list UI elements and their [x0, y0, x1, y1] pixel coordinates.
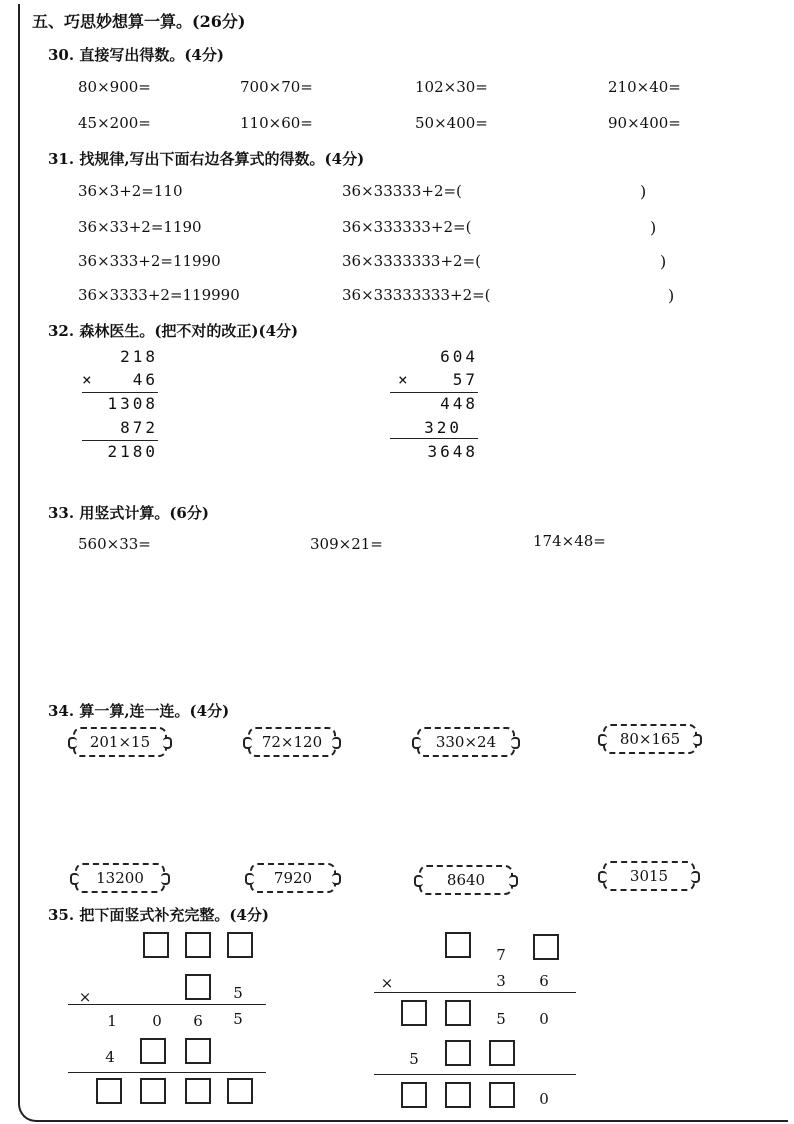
digit-box[interactable] — [185, 932, 211, 958]
digit-box[interactable] — [445, 1040, 471, 1066]
digit: 6 — [193, 1012, 203, 1030]
times-sign: × — [82, 370, 95, 389]
q33-item: 174×48= — [533, 532, 606, 550]
digit: 6 — [539, 972, 549, 990]
rule-line — [390, 438, 478, 439]
q35-title: 35. 把下面竖式补充完整。(4分) — [48, 906, 269, 924]
partial-product: 448 — [440, 394, 478, 413]
digit-box[interactable] — [533, 934, 559, 960]
digit-box[interactable] — [401, 1082, 427, 1108]
digit: 5 — [233, 984, 243, 1002]
q30-item: 45×200= — [78, 114, 151, 132]
q33-title: 33. 用竖式计算。(6分) — [48, 504, 209, 522]
q30-item: 90×400= — [608, 114, 681, 132]
q31-title: 31. 找规律,写出下面右边各算式的得数。(4分) — [48, 150, 365, 168]
digit: 3 — [496, 972, 506, 990]
digit-box[interactable] — [140, 1038, 166, 1064]
result-card[interactable]: 8640 — [419, 865, 513, 895]
answer-blank-close[interactable]: ) — [650, 218, 657, 237]
q31-right: 36×3333333+2=( — [342, 252, 481, 270]
digit: 5 — [409, 1050, 419, 1068]
section-title: 五、巧思妙想算一算。(26分) — [32, 12, 246, 31]
q33-item: 560×33= — [78, 535, 151, 553]
q31-left: 36×3333+2=119990 — [78, 286, 240, 304]
rule-line — [82, 440, 158, 441]
q30-item: 80×900= — [78, 78, 151, 96]
digit: 1 — [107, 1012, 117, 1030]
q30-item: 102×30= — [415, 78, 488, 96]
digit: 5 — [496, 1010, 506, 1028]
q32-title: 32. 森林医生。(把不对的改正)(4分) — [48, 322, 299, 340]
digit-box[interactable] — [227, 932, 253, 958]
digit: 0 — [152, 1012, 162, 1030]
digit-box[interactable] — [140, 1078, 166, 1104]
rule-line — [390, 392, 478, 393]
times-sign: × — [380, 974, 394, 992]
q30-item: 50×400= — [415, 114, 488, 132]
product: 2180 — [107, 442, 158, 461]
digit: 5 — [233, 1010, 243, 1028]
result-card[interactable]: 13200 — [75, 863, 165, 893]
q34-title: 34. 算一算,连一连。(4分) — [48, 702, 230, 720]
partial-product: 1308 — [107, 394, 158, 413]
multiplier: 46 — [132, 370, 158, 389]
digit-box[interactable] — [489, 1082, 515, 1108]
digit: 0 — [539, 1090, 549, 1108]
digit: 4 — [105, 1048, 115, 1066]
times-sign: × — [398, 370, 411, 389]
digit-box[interactable] — [96, 1078, 122, 1104]
digit-box[interactable] — [185, 1038, 211, 1064]
answer-blank-close[interactable]: ) — [660, 252, 667, 271]
expression-card[interactable]: 330×24 — [417, 727, 515, 757]
result-card[interactable]: 7920 — [250, 863, 336, 893]
q30-title: 30. 直接写出得数。(4分) — [48, 46, 224, 64]
expression-card[interactable]: 80×165 — [603, 724, 697, 754]
rule-line — [82, 392, 158, 393]
q33-item: 309×21= — [310, 535, 383, 553]
expression-card[interactable]: 201×15 — [73, 727, 167, 757]
digit-box[interactable] — [143, 932, 169, 958]
digit-box[interactable] — [185, 974, 211, 1000]
page-border — [18, 4, 788, 1122]
multiplicand: 604 — [440, 347, 478, 366]
digit-box[interactable] — [445, 1000, 471, 1026]
q30-item: 110×60= — [240, 114, 313, 132]
answer-blank-close[interactable]: ) — [640, 182, 647, 201]
digit-box[interactable] — [489, 1040, 515, 1066]
times-sign: × — [78, 988, 92, 1006]
digit-box[interactable] — [445, 1082, 471, 1108]
rule-line — [374, 1074, 576, 1075]
q30-item: 700×70= — [240, 78, 313, 96]
q31-right: 36×33333333+2=( — [342, 286, 491, 304]
result-card[interactable]: 3015 — [603, 861, 695, 891]
digit-box[interactable] — [185, 1078, 211, 1104]
multiplicand: 218 — [120, 347, 158, 366]
expression-card[interactable]: 72×120 — [248, 727, 336, 757]
q30-item: 210×40= — [608, 78, 681, 96]
q31-left: 36×333+2=11990 — [78, 252, 221, 270]
partial-product: 320 — [424, 418, 462, 437]
q31-left: 36×3+2=110 — [78, 182, 183, 200]
q31-right: 36×333333+2=( — [342, 218, 472, 236]
digit: 7 — [496, 946, 506, 964]
rule-line — [68, 1072, 266, 1073]
q31-left: 36×33+2=1190 — [78, 218, 202, 236]
rule-line — [68, 1004, 266, 1005]
partial-product: 872 — [120, 418, 158, 437]
digit-box[interactable] — [401, 1000, 427, 1026]
multiplier: 57 — [452, 370, 478, 389]
answer-blank-close[interactable]: ) — [668, 286, 675, 305]
product: 3648 — [427, 442, 478, 461]
rule-line — [374, 992, 576, 993]
digit-box[interactable] — [227, 1078, 253, 1104]
digit: 0 — [539, 1010, 549, 1028]
digit-box[interactable] — [445, 932, 471, 958]
q31-right: 36×33333+2=( — [342, 182, 462, 200]
